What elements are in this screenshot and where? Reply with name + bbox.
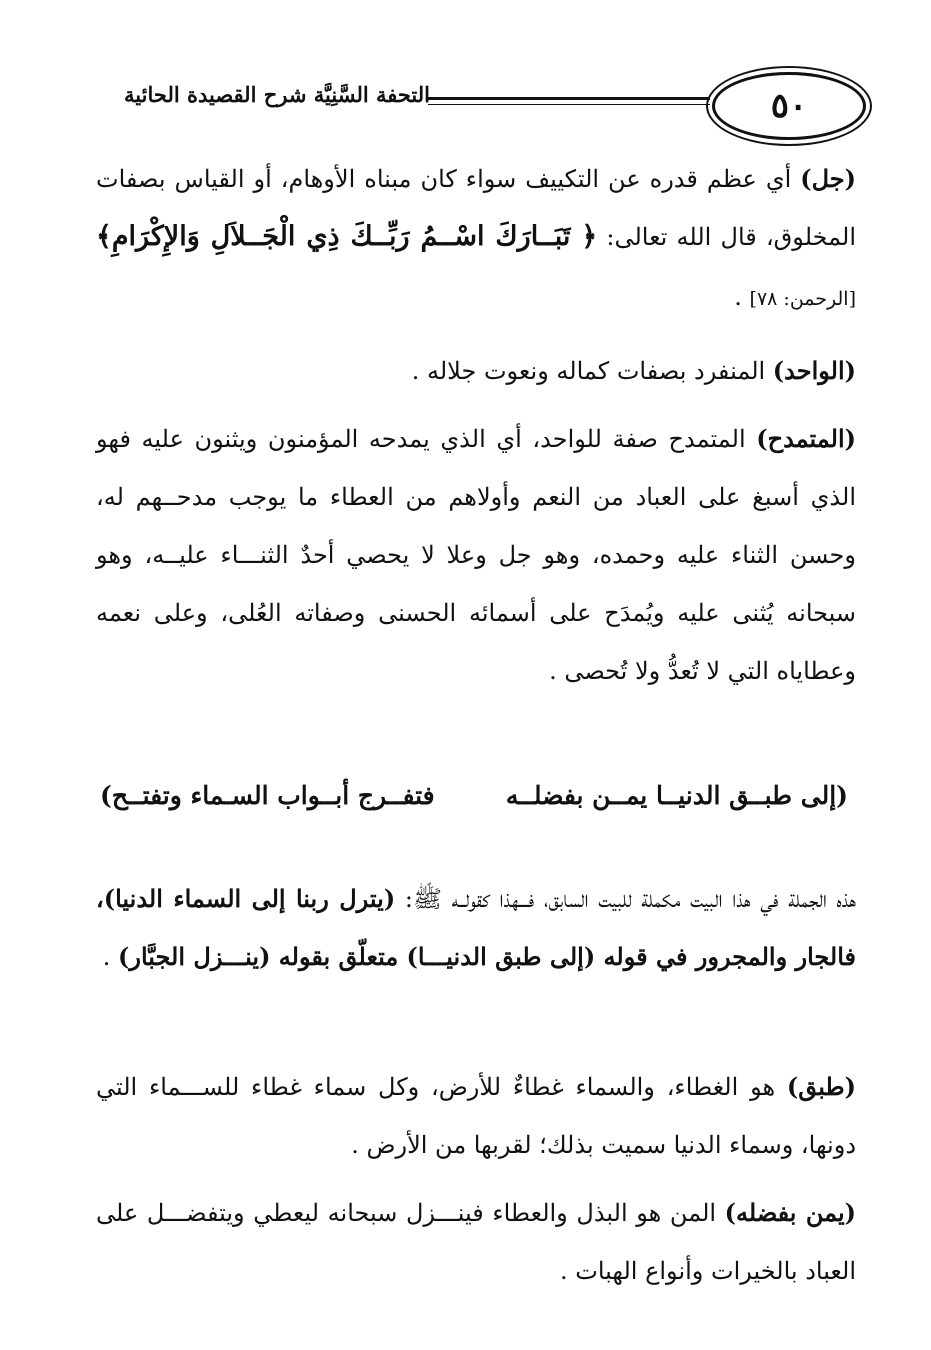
term-wahid: (الواحد) [772,356,856,385]
paragraph-jal-text: أي عظم قدره عن التكييف سواء كان مبناه الأوهام، أو القياس بصفات المخلوق، قال الله تعالى: [96,165,856,251]
term-jal: (جل) [800,164,856,193]
paragraph-yamunn-text: المن هو البذل والعطاء فينـــزل سبحانه ليعطي ويتفضـــل على العباد بالخيرات وأنواع الهبات . [96,1199,856,1285]
paragraph-explanation-text: هذه الجملة في هذا البيت مكملة للبيت السابق، فـــهذا كقولــه ﷺ: [395,885,857,913]
quran-reference: [الرحمن: ٧٨] [749,288,856,310]
paragraph-explanation-end: . [102,943,119,971]
paragraph-wahid [96,342,856,400]
paragraph-yamunn [96,1184,856,1300]
paragraph-explanation [96,870,856,986]
paragraph-wahid-text: المنفرد بصفات كماله ونعوت جلاله . [411,357,773,385]
running-title: التحفة السَّنِيَّة شرح القصيدة الحائية [124,82,430,107]
page-number-badge [712,72,866,140]
paragraph-mutamaddih-text: المتمدح صفة للواحد، أي الذي يمدحه المؤمنون ويثنون عليه فهو الذي أسبغ على العباد من النعم وأولاهم من العطاء ما يوجب مدحــهم له، وحسن الثناء عليه وحمده، وهو جل وعلا لا يحصي أحدٌ الثنـــاء عليــه، وهو سبحانه يُثنى عليه ويُمدَح على أسمائه الحسنى وصفاته العُلى، وعلى نعمه وعطاياه التي لا تُعدُّ ولا تُحصى . [96,425,856,685]
verse-second-half: فتفــرج أبــواب السـماء وتفتــح) [100,781,435,810]
quran-verse: ﴿ تَبَــارَكَ اسْــمُ رَبِّــكَ ذِي الْجَــلاَلِ وَالإِكْرَامِ﴾ [96,221,598,252]
header-rule [428,97,710,105]
paragraph-tabaq [96,1058,856,1174]
page-number: ٥٠ [770,86,808,126]
hadith-quote: (يترل ربنا إلى السماء الدنيا)، فالجار والمجرور في قوله (إلى طبق الدنيـــا) متعلّق بقوله (ينـــزل الجبَّار) [96,884,856,971]
verse-first-half: (إلى طبــق الدنيــا يمــن بفضلــه [505,781,848,810]
page-header [90,66,870,148]
poem-verse [100,776,848,816]
paragraph-tabaq-text: هو الغطاء، والسماء غطاءٌ للأرض، وكل سماء غطاء للســـماء التي دونها، وسماء الدنيا سميت بذلك؛ لقربها من الأرض . [96,1073,856,1159]
paragraph-jal-end: . [734,283,750,311]
term-mutamaddih: (المتمدح) [756,424,856,453]
paragraph-jal [96,150,856,328]
term-yamunn: (يمن بفضله) [724,1198,856,1227]
term-tabaq: (طبق) [786,1072,856,1101]
paragraph-mutamaddih [96,410,856,700]
